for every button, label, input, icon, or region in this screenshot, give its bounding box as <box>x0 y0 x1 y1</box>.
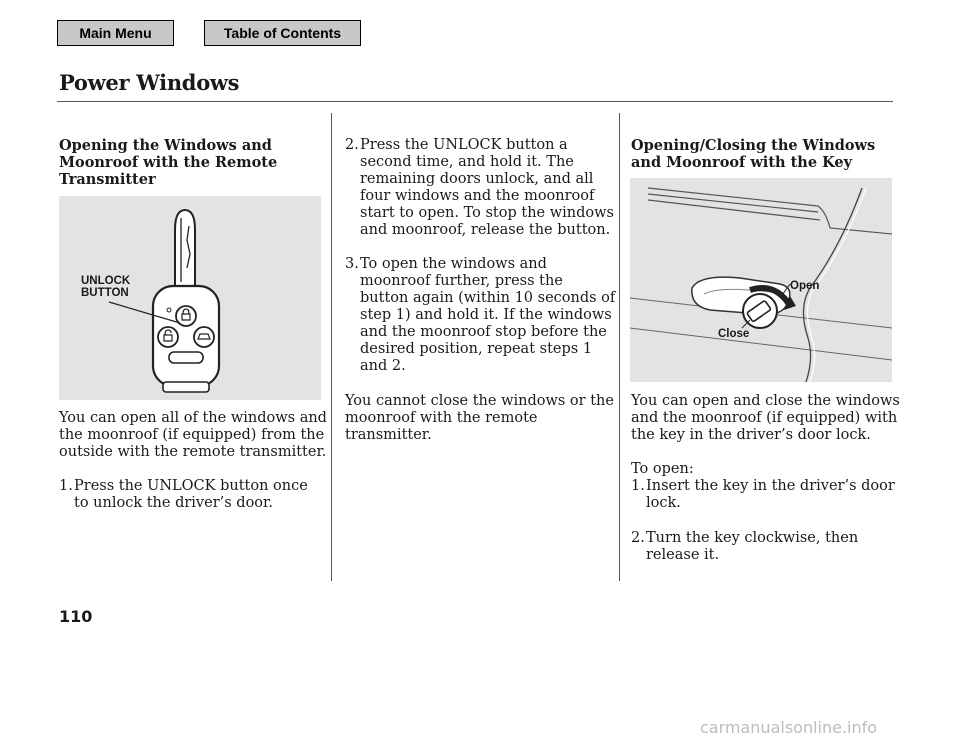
step-number: 3. <box>345 256 359 272</box>
close-label: Close <box>718 328 750 340</box>
right-intro-text: You can open and close the windows and the moonroof (if equipped) with the key in the driver’s door lock. <box>631 393 900 443</box>
column-divider-left <box>331 113 332 581</box>
unlock-button-label: UNLOCK BUTTON <box>81 275 131 299</box>
door-lock-illustration <box>630 178 892 382</box>
watermark: carmanualsonline.info <box>700 718 878 737</box>
step-number: 2. <box>345 137 359 153</box>
open-label: Open <box>790 280 820 292</box>
door-key-figure <box>630 178 892 382</box>
step-text: To open the windows and moonroof further, press the button again (within 10 seconds of step 1) and hold it. If the windows and the moonroof stop before the desired position, repeat steps 1 and 2. <box>360 256 616 374</box>
remote-transmitter-figure <box>59 196 321 400</box>
title-divider <box>57 101 893 102</box>
table-of-contents-button[interactable]: Table of Contents <box>204 20 361 46</box>
middle-step-3 <box>345 256 615 375</box>
left-step-1 <box>59 478 308 512</box>
step-text: Turn the key clockwise, then release it. <box>646 530 859 563</box>
step-text: Insert the key in the driver’s door lock. <box>646 478 895 511</box>
left-section-heading: Opening the Windows and Moonroof with the Remote Transmitter <box>59 137 278 188</box>
right-step-2 <box>631 530 858 564</box>
column-divider-right <box>619 113 620 581</box>
step-number: 1. <box>631 478 645 494</box>
middle-step-2 <box>345 137 614 239</box>
main-menu-button[interactable]: Main Menu <box>57 20 174 46</box>
to-open-label: To open: <box>631 461 694 477</box>
step-text: Press the UNLOCK button a second time, and hold it. The remaining doors unlock, and all four windows and the moonroof start to open. To stop the windows and moonroof, release the button. <box>360 137 614 238</box>
right-section-heading: Opening/Closing the Windows and Moonroof with the Key <box>631 137 876 171</box>
step-text: Press the UNLOCK button once to unlock the driver’s door. <box>74 478 308 511</box>
page-number: 110 <box>59 607 93 626</box>
left-intro-text: You can open all of the windows and the moonroof (if equipped) from the outside with the remote transmitter. <box>59 410 327 460</box>
right-step-1 <box>631 478 895 512</box>
page-title: Power Windows <box>59 70 240 95</box>
step-number: 2. <box>631 530 645 546</box>
middle-note-text: You cannot close the windows or the moonroof with the remote transmitter. <box>345 393 614 443</box>
step-number: 1. <box>59 478 73 494</box>
